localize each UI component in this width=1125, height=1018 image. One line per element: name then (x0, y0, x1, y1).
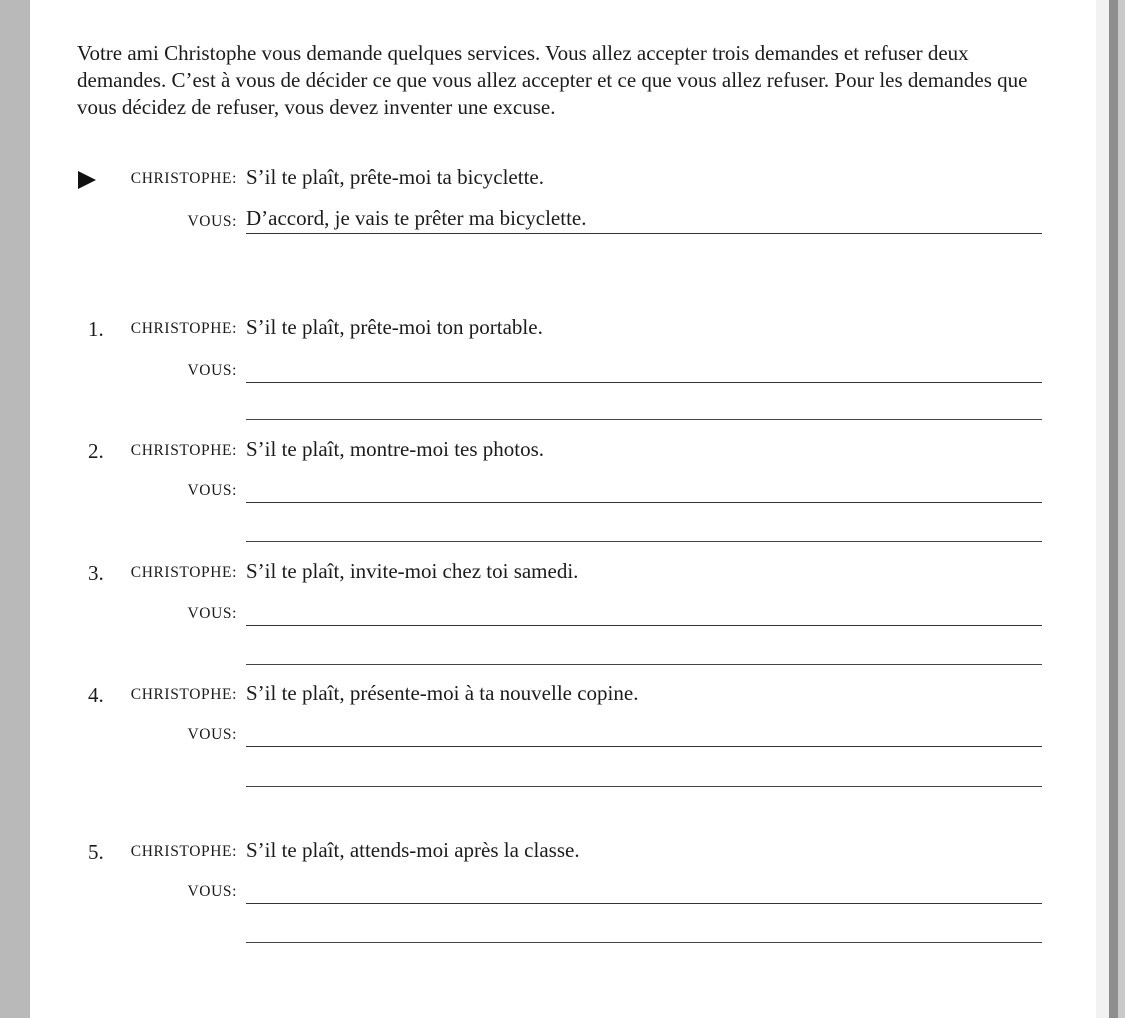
item-1-christophe-row (0, 314, 1125, 344)
speaker-label-vous: VOUS: (187, 362, 237, 379)
speaker-label-vous: VOUS: (187, 883, 237, 900)
speaker-label-christophe: CHRISTOPHE: (130, 170, 237, 187)
christophe-request: S’il te plaît, présente-moi à ta nouvelle copine. (246, 681, 639, 705)
answer-field-3[interactable] (246, 599, 1042, 626)
item-4-vous-row (0, 720, 1125, 750)
example-vous-row (0, 207, 1125, 237)
speaker-label-christophe: CHRISTOPHE: (130, 686, 237, 703)
item-5-christophe-row (0, 837, 1125, 867)
item-number: 1. (88, 317, 104, 341)
speaker-label-vous: VOUS: (187, 482, 237, 499)
speaker-label-christophe: CHRISTOPHE: (130, 442, 237, 459)
speaker-label-christophe: CHRISTOPHE: (130, 320, 237, 337)
answer-line-3b[interactable] (246, 664, 1042, 665)
item-3-christophe-row (0, 558, 1125, 588)
answer-field-2[interactable] (246, 476, 1042, 503)
answer-field-5[interactable] (246, 877, 1042, 904)
christophe-request: S’il te plaît, prête-moi ta bicyclette. (246, 165, 544, 189)
item-5-vous-row (0, 877, 1125, 907)
speaker-label-vous: VOUS: (187, 605, 237, 622)
answer-field-1[interactable] (246, 356, 1042, 383)
example-answer: D’accord, je vais te prêter ma bicyclette. (246, 207, 1042, 234)
item-number: 2. (88, 439, 104, 463)
christophe-request: S’il te plaît, montre-moi tes photos. (246, 437, 545, 461)
instructions-text: Votre ami Christophe vous demande quelques services. Vous allez accepter trois demandes et refuser deux demandes. C’est à vous de décider ce que vous allez accepter et ce que vous allez refuser. Pour les demandes que vous décidez de refuser, vous devez inventer une excuse. (77, 41, 1028, 119)
play-triangle-icon (78, 171, 96, 189)
item-2-vous-row (0, 476, 1125, 506)
answer-line-2b[interactable] (246, 541, 1042, 542)
speaker-label-christophe: CHRISTOPHE: (130, 843, 237, 860)
item-2-christophe-row (0, 436, 1125, 466)
christophe-request: S’il te plaît, attends-moi après la classe. (246, 838, 580, 862)
answer-line-1b[interactable] (246, 419, 1042, 420)
item-1-vous-row (0, 356, 1125, 386)
item-4-christophe-row (0, 680, 1125, 710)
item-number: 3. (88, 561, 104, 585)
item-3-vous-row (0, 599, 1125, 629)
item-number: 4. (88, 683, 104, 707)
christophe-request: S’il te plaît, prête-moi ton portable. (246, 315, 543, 339)
answer-line-5b[interactable] (246, 942, 1042, 943)
answer-line-4b[interactable] (246, 786, 1042, 787)
answer-field-4[interactable] (246, 720, 1042, 747)
speaker-label-christophe: CHRISTOPHE: (130, 564, 237, 581)
example-christophe-row (0, 164, 1125, 194)
speaker-label-vous: VOUS: (187, 213, 237, 230)
christophe-request: S’il te plaît, invite-moi chez toi samedi. (246, 559, 579, 583)
speaker-label-vous: VOUS: (187, 726, 237, 743)
item-number: 5. (88, 840, 104, 864)
